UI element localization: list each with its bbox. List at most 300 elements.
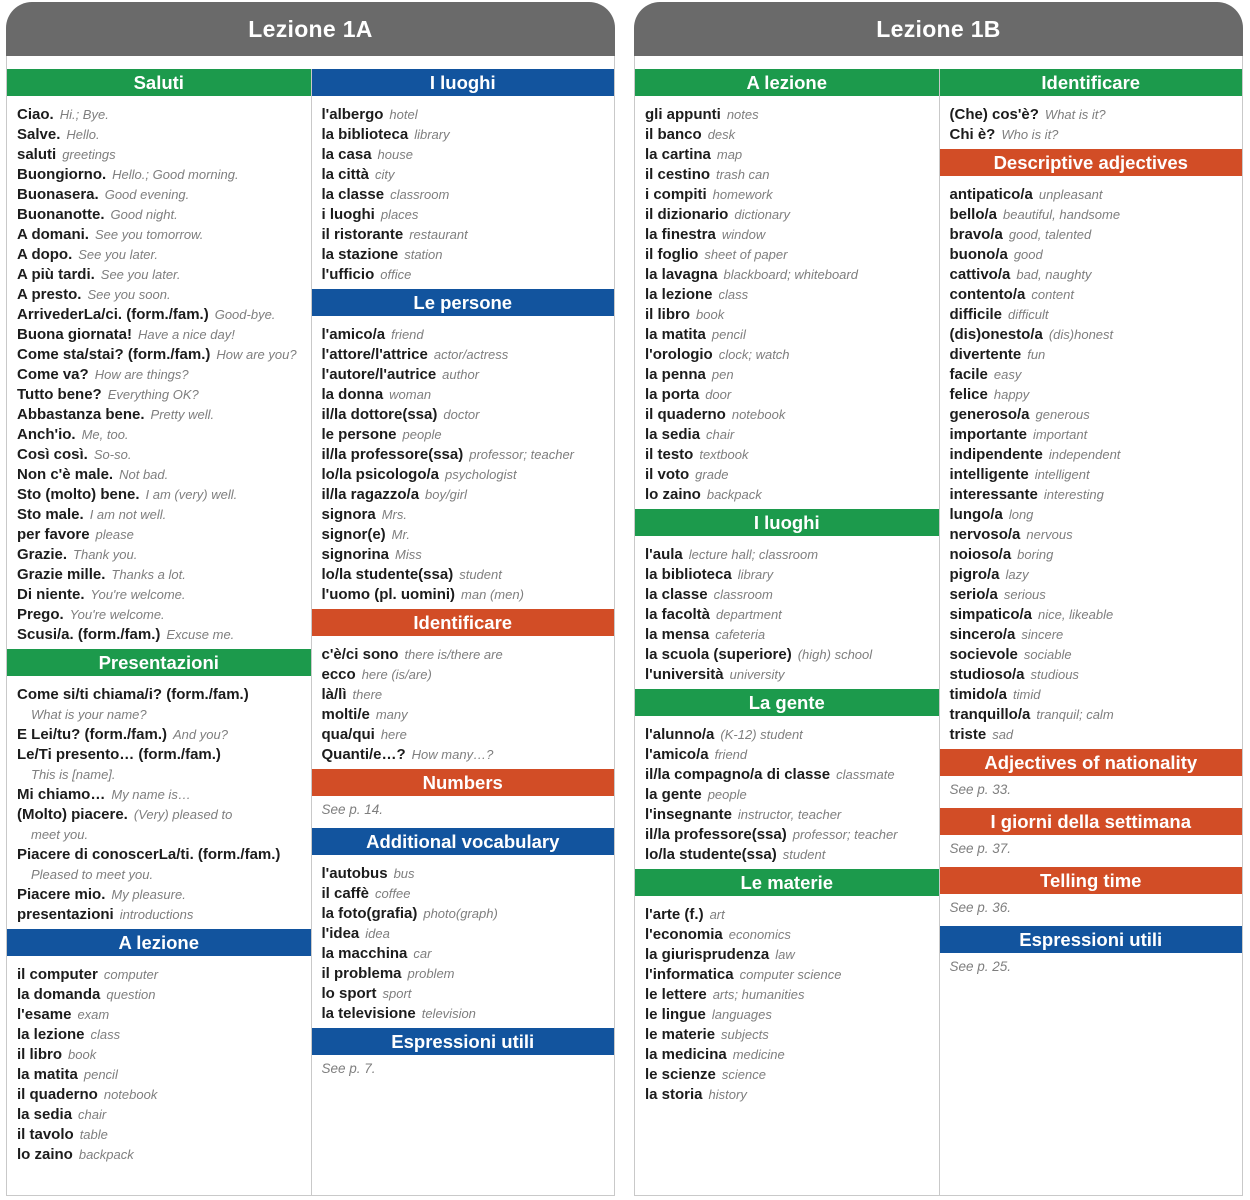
italian-term: Buonasera. [17,186,99,203]
english-gloss: Excuse me. [166,627,235,642]
vocabulary-entry [645,225,931,245]
page-reference: See p. 7. [321,1061,376,1076]
english-gloss: office [380,267,412,282]
english-gloss: And you? [173,727,228,742]
section-heading-adjectives-of-nationality: Adjectives of nationality [940,749,1243,776]
vocabulary-entry [17,845,303,865]
vocabulary-entry [950,685,1235,705]
italian-term: l'orologio [645,346,713,363]
italian-term: Grazie mille. [17,566,106,583]
vocabulary-entry [950,105,1235,125]
italian-term: (dis)onesto/a [949,326,1043,343]
english-gloss: computer [103,967,159,982]
english-gloss: sport [382,986,412,1001]
italian-term: la macchina [321,945,408,962]
vocabulary-list [7,956,311,1169]
italian-term: difficile [949,306,1003,323]
italian-term: simpatico/a [949,606,1033,623]
vocabulary-entry [322,325,607,345]
english-gloss: please [95,527,134,542]
vocabulary-entry [17,1065,303,1085]
italian-term: la gente [645,786,702,803]
english-gloss: television [421,1006,476,1021]
english-gloss: Hi.; Bye. [59,107,109,122]
vocabulary-entry [17,225,303,245]
vocabulary-entry [322,385,607,405]
lezione-1b-panel [634,2,1243,1196]
vocabulary-entry [17,565,303,585]
english-gloss: good, talented [1008,227,1092,242]
vocabulary-entry [17,765,303,785]
italian-term: il problema [321,965,402,982]
italian-term: il/la dottore(ssa) [321,406,438,423]
vocabulary-list [635,96,939,509]
vocabulary-entry [17,605,303,625]
vocabulary-entry [17,125,303,145]
lezione-1b-body [634,56,1243,1196]
vocabulary-entry [950,585,1235,605]
english-gloss: Miss [395,547,422,562]
italian-term: Così così. [17,446,88,463]
vocabulary-entry [645,585,931,605]
vocabulary-entry [17,345,303,365]
italian-term: lo zaino [645,486,701,503]
vocabulary-entry [322,525,607,545]
english-gloss: city [375,167,395,182]
vocabulary-entry [17,785,303,805]
english-gloss: idea [365,926,390,941]
vocabulary-entry [645,125,931,145]
vocabulary-entry [645,265,931,285]
italian-term: qua/qui [321,726,375,743]
english-gloss: sociable [1023,647,1072,662]
italian-term: il libro [17,1046,62,1063]
english-gloss: backpack [706,487,762,502]
italian-term: facile [949,366,988,383]
english-gloss: question [106,987,156,1002]
english-gloss: serious [1003,587,1046,602]
vocabulary-entry [322,864,607,884]
italian-term: il dizionario [645,206,729,223]
italian-term: la sedia [17,1106,73,1123]
italian-term: felice [949,386,988,403]
english-gloss: professor; teacher [792,827,898,842]
english-gloss: This is [name]. [31,767,116,782]
vocabulary-entry [950,365,1235,385]
vocabulary-entry [17,545,303,565]
italian-term: l'amico/a [321,326,386,343]
english-gloss: beautiful, handsome [1003,207,1121,222]
italian-term: le lingue [645,1006,706,1023]
italian-term: nervoso/a [949,526,1021,543]
italian-term: Scusi/a. (form./fam.) [17,626,161,643]
english-gloss: generous [1035,407,1090,422]
english-gloss: grade [695,467,729,482]
vocabulary-entry [950,225,1235,245]
italian-term: la giurisprudenza [645,946,770,963]
italian-term: l'amico/a [645,746,709,763]
english-gloss: interesting [1043,487,1104,502]
english-gloss: people [402,427,442,442]
vocabulary-entry [645,485,931,505]
vocabulary-entry [322,665,607,685]
english-gloss: photo(graph) [423,906,498,921]
italian-term: serio/a [949,586,998,603]
english-gloss: classroom [713,587,773,602]
english-gloss: problem [407,966,455,981]
vocabulary-entry [322,505,607,525]
english-gloss: student [459,567,502,582]
english-gloss: Hello. [66,127,100,142]
vocabulary-entry [17,305,303,325]
italian-term: Di niente. [17,586,85,603]
vocabulary-entry [17,205,303,225]
vocabulary-entry [322,445,607,465]
italian-term: (Molto) piacere. [17,806,128,823]
english-gloss: medicine [732,1047,785,1062]
section-heading-descriptive-adjectives: Descriptive adjectives [940,149,1243,176]
vocabulary-entry [17,705,303,725]
page-reference: See p. 37. [949,841,1012,856]
english-gloss: map [716,147,743,162]
english-gloss: friend [391,327,424,342]
vocabulary-entry [322,904,607,924]
english-gloss: How are you? [216,347,297,362]
italian-term: lo/la studente(ssa) [321,566,454,583]
italian-term: Mi chiamo… [17,786,106,803]
vocabulary-entry [645,925,931,945]
vocabulary-entry [322,165,607,185]
vocabulary-list [940,96,1243,149]
italian-term: la foto(grafia) [321,905,418,922]
vocabulary-entry [17,625,303,645]
italian-term: la classe [645,586,708,603]
vocabulary-list [940,176,1243,749]
english-gloss: book [696,307,725,322]
italian-term: la domanda [17,986,101,1003]
italian-term: Piacere mio. [17,886,106,903]
english-gloss: introductions [119,907,194,922]
italian-term: contento/a [949,286,1026,303]
italian-term: il tavolo [17,1126,74,1143]
italian-term: indipendente [949,446,1043,463]
italian-term: il/la professore(ssa) [645,826,787,843]
vocabulary-entry [17,585,303,605]
italian-term: lo sport [321,985,377,1002]
vocabulary-entry [645,365,931,385]
english-gloss: happy [993,387,1030,402]
vocabulary-entry [645,905,931,925]
vocabulary-entry [322,565,607,585]
english-gloss: timid [1013,687,1041,702]
section-heading-le-materie: Le materie [635,869,939,896]
italian-term: la lezione [17,1026,85,1043]
vocabulary-entry [17,1045,303,1065]
italian-term: Ciao. [17,106,54,123]
italian-term: Prego. [17,606,64,623]
english-gloss: Pretty well. [150,407,215,422]
vocabulary-list [635,896,939,1109]
vocabulary-entry [950,125,1235,145]
english-gloss: blackboard; whiteboard [723,267,858,282]
vocabulary-entry [17,325,303,345]
vocabulary-entry [322,725,607,745]
english-gloss: Mrs. [381,507,407,522]
vocabulary-entry [322,645,607,665]
italian-term: Le/Ti presento… (form./fam.) [17,746,221,763]
english-gloss: student [782,847,826,862]
vocabulary-entry [950,185,1235,205]
italian-term: la matita [17,1066,78,1083]
vocabulary-list [312,316,615,609]
vocabulary-entry [950,385,1235,405]
vocabulary-list [635,536,939,689]
vocabulary-entry [17,145,303,165]
italian-term: le scienze [645,1066,716,1083]
english-gloss: I am (very) well. [145,487,238,502]
vocabulary-entry [950,465,1235,485]
italian-term: la facoltà [645,606,711,623]
italian-term: Come sta/stai? (form./fam.) [17,346,211,363]
english-gloss: author [442,367,480,382]
italian-term: Come va? [17,366,89,383]
english-gloss: nice, likeable [1038,607,1114,622]
italian-term: A domani. [17,226,89,243]
vocabulary-entry [322,185,607,205]
vocabulary-entry [645,545,931,565]
vocabulary-entry [950,325,1235,345]
vocabulary-entry [950,605,1235,625]
english-gloss: sad [992,727,1014,742]
vocabulary-entry [950,625,1235,645]
english-gloss: doctor [443,407,480,422]
english-gloss: lecture hall; classroom [688,547,819,562]
italian-term: bravo/a [949,226,1003,243]
italian-term: l'informatica [645,966,734,983]
vocabulary-entry [17,1145,303,1165]
english-gloss: department [716,607,782,622]
italian-term: lo/la studente(ssa) [645,846,777,863]
vocabulary-entry [322,884,607,904]
english-gloss: You're welcome. [69,607,165,622]
vocabulary-entry [17,1005,303,1025]
vocabulary-entry [645,445,931,465]
english-gloss: boring [1017,547,1054,562]
vocabulary-entry [950,445,1235,465]
english-gloss: class [718,287,749,302]
italian-term: socievole [949,646,1018,663]
vocabulary-list [312,96,615,289]
english-gloss: psychologist [445,467,517,482]
vocabulary-entry [950,285,1235,305]
italian-term: Chi è? [949,126,996,143]
section-heading-i-luoghi: I luoghi [635,509,939,536]
english-gloss: boy/girl [425,487,467,502]
vocabulary-entry [322,465,607,485]
lezione-1a-body [6,56,615,1196]
italian-term: antipatico/a [949,186,1033,203]
english-gloss: friend [714,747,748,762]
english-gloss: chair [78,1107,107,1122]
italian-term: la mensa [645,626,710,643]
english-gloss: exam [77,1007,110,1022]
english-gloss: backpack [78,1147,134,1162]
vocabulary-entry [322,425,607,445]
italian-term: lo/la psicologo/a [321,466,440,483]
vocabulary-entry [322,705,607,725]
italian-term: presentazioni [17,906,114,923]
vocabulary-entry [645,165,931,185]
italian-term: l'alunno/a [645,726,715,743]
italian-term: studioso/a [949,666,1025,683]
italian-term: triste [949,726,987,743]
english-gloss: sincere [1021,627,1064,642]
vocabulary-entry [322,685,607,705]
vocabulary-entry [322,984,607,1004]
italian-term: buono/a [949,246,1008,263]
lezione-1b-column-left [635,69,939,1195]
english-gloss: See you later. [100,267,181,282]
italian-term: molti/e [321,706,370,723]
italian-term: Abbastanza bene. [17,406,145,423]
vocabulary-entry [17,285,303,305]
vocabulary-entry [17,1125,303,1145]
english-gloss: science [721,1067,766,1082]
italian-term: l'attore/l'attrice [321,346,428,363]
vocabulary-entry [950,705,1235,725]
vocabulary-entry [645,645,931,665]
vocabulary-entry [645,105,931,125]
english-gloss: (dis)honest [1048,327,1114,342]
english-gloss: art [709,907,725,922]
vocabulary-entry [17,365,303,385]
vocabulary-entry [17,965,303,985]
vocabulary-entry [645,765,931,785]
section-heading-presentazioni: Presentazioni [7,649,311,676]
vocabulary-entry [645,625,931,645]
vocabulary-entry [17,725,303,745]
vocabulary-entry [17,905,303,925]
italian-term: il/la compagno/a di classe [645,766,831,783]
vocabulary-entry [322,405,607,425]
vocabulary-entry [17,185,303,205]
italian-term: Buona giornata! [17,326,132,343]
section-heading-le-persone: Le persone [312,289,615,316]
english-gloss: history [708,1087,747,1102]
italian-term: l'autobus [321,865,388,882]
vocabulary-entry [322,745,607,765]
italian-term: Quanti/e…? [321,746,406,763]
vocabulary-entry [950,565,1235,585]
english-gloss: My name is… [111,787,191,802]
english-gloss: people [707,787,747,802]
english-gloss: classroom [390,187,450,202]
italian-term: E Lei/tu? (form./fam.) [17,726,167,743]
vocabulary-list [635,716,939,869]
english-gloss: My pleasure. [111,887,186,902]
italian-term: ecco [321,666,356,683]
english-gloss: sheet of paper [704,247,788,262]
italian-term: le persone [321,426,397,443]
english-gloss: Good night. [110,207,178,222]
english-gloss: (high) school [797,647,873,662]
vocabulary-entry [645,325,931,345]
italian-term: il/la ragazzo/a [321,486,420,503]
section-heading-a-lezione: A lezione [635,69,939,96]
vocabulary-entry [17,245,303,265]
italian-term: interessante [949,486,1038,503]
vocabulary-entry [645,305,931,325]
italian-term: la donna [321,386,384,403]
english-gloss: homework [712,187,773,202]
italian-term: l'albergo [321,106,384,123]
section-heading-saluti: Saluti [7,69,311,96]
vocabulary-entry [950,545,1235,565]
english-gloss: library [737,567,774,582]
italian-term: la lezione [645,286,713,303]
english-gloss: actor/actress [433,347,509,362]
italian-term: generoso/a [949,406,1030,423]
english-gloss: Have a nice day! [138,327,235,342]
vocabulary-entry [322,485,607,505]
english-gloss: here (is/are) [361,667,432,682]
english-gloss: there [352,687,383,702]
vocabulary-entry [950,305,1235,325]
english-gloss: notebook [731,407,786,422]
vocabulary-entry [950,485,1235,505]
english-gloss: dictionary [734,207,790,222]
vocabulary-entry [645,345,931,365]
italian-term: la storia [645,1086,703,1103]
vocabulary-entry [645,985,931,1005]
english-gloss: car [413,946,432,961]
english-gloss: here [380,727,407,742]
vocabulary-entry [322,944,607,964]
italian-term: l'università [645,666,724,683]
italian-term: A presto. [17,286,82,303]
english-gloss: How many…? [411,747,494,762]
english-gloss: many [375,707,408,722]
english-gloss: independent [1048,447,1121,462]
italian-term: per favore [17,526,90,543]
page-reference: See p. 25. [949,959,1012,974]
vocabulary-entry [950,245,1235,265]
italian-term: i luoghi [321,206,375,223]
italian-term: il foglio [645,246,699,263]
english-gloss: Mr. [391,527,410,542]
vocabulary-entry [645,185,931,205]
vocabulary-entry [17,425,303,445]
english-gloss: professor; teacher [469,447,575,462]
english-gloss: Thanks a lot. [111,567,186,582]
english-gloss: university [729,667,785,682]
lezione-1a-title: Lezione 1A [6,2,615,56]
italian-term: cattivo/a [949,266,1011,283]
vocabulary-list [312,636,615,769]
lezione-1a-panel [6,2,615,1196]
italian-term: la biblioteca [645,566,732,583]
section-heading-additional-vocabulary: Additional vocabulary [312,828,615,855]
english-gloss: nervous [1026,527,1073,542]
italian-term: l'arte (f.) [645,906,704,923]
italian-term: la stazione [321,246,399,263]
vocabulary-entry [322,145,607,165]
vocabulary-entry [645,425,931,445]
english-gloss: subjects [721,1027,769,1042]
english-gloss: places [380,207,419,222]
vocabulary-entry [645,825,931,845]
english-gloss: restaurant [409,227,468,242]
